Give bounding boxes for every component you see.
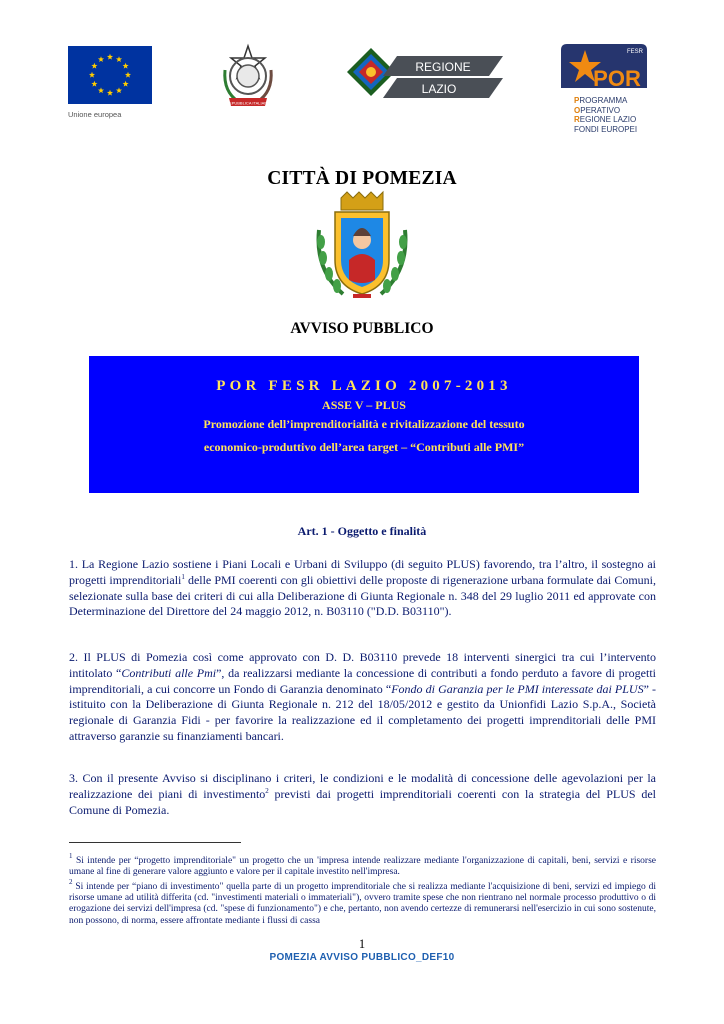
program-banner: [89, 356, 639, 493]
banner-line-2: economico-produttivo dell’area target – “Contributi alle PMI”: [203, 440, 525, 454]
city-title: CITTÀ DI POMEZIA: [267, 168, 457, 189]
paragraph-1: 1. La Regione Lazio sostiene i Piani Locali e Urbani di Sviluppo (di seguito PLUS) favorendo, tra l’altro, il sostegno ai progetti imprenditoriali$^1$ delle PMI coerenti con gli obiettivi delle proposte di rigenerazione urbana formulate dai Comuni, selezionate sulla base dei criteri di cui alla Deliberazione di Giunta Regionale n. 348 del 29 luglio 2011 ed approvate con Determinazione del Direttore del 24 maggio 2012, n. B03110 ("D.D. B03110").: [69, 557, 656, 619]
por-program-text: [574, 96, 674, 134]
footnote-ref-2[interactable]: 2: [265, 786, 269, 795]
por-badge: FESR: [626, 49, 644, 55]
notice-title: AVVISO PUBBLICO: [290, 320, 434, 337]
lazio-label-2: LAZIO: [421, 82, 457, 96]
por-line-2: OPERATIVO: [574, 105, 621, 115]
footnote-2: $^2$ Si intende per “piano di investimento" quella parte di un progetto imprenditoriale che si realizza mediante l'acquisizione di beni, servizi ed impiego di risorse umane ad utilità differita (cd. "investimenti materiali o immateriali"), ovvero tramite spese che non rientrano nel normale processo produttivo o di erogazione dei servizi dell'impresa (cd. "spese di funzionamento") e che, pertanto, non avendo certezze di remunerarsi nell'esercizio in cui sono sostenute, non possono, di norma, essere affrontate mediante i flussi di cassa: [69, 878, 656, 926]
banner-title: POR FESR LAZIO 2007-2013: [216, 378, 512, 394]
regione-lazio-logo: [343, 42, 507, 102]
header-logos: [60, 38, 670, 148]
article-heading: Art. 1 - Oggetto e finalità: [297, 524, 427, 538]
banner-line-1: Promozione dell’imprenditorialità e rivitalizzazione del tessuto: [203, 417, 525, 431]
pomezia-crest: [313, 190, 411, 306]
eu-caption: Unione europea: [68, 110, 122, 119]
por-line-1: PROGRAMMA: [574, 96, 628, 105]
document-footer: POMEZIA AVVISO PUBBLICO_DEF10: [269, 952, 455, 963]
eu-flag-logo: [68, 46, 152, 104]
footnote-1: $^1$ Si intende per “progetto imprenditoriale" un progetto che un 'impresa intende realizzare mediante l'organizzazione di capitali, beni, servizi e risorse umane al fine di generare valore aggiunto e valore per il capitale investito nell'impresa.: [69, 852, 656, 878]
por-line-3: REGIONE LAZIO: [574, 115, 637, 124]
emblem-caption: REPUBBLICA ITALIANA: [226, 100, 270, 106]
por-line-4: FONDI EUROPEI: [574, 124, 638, 134]
paragraph-2: 2. Il PLUS di Pomezia così come approvato con D. D. B03110 prevede 18 interventi sinergici tra cui l’intervento intitolato “Contributi alle Pmi”, da realizzarsi mediante la concessione di contributi a fondo perduto a favore di progetti imprenditoriali, a cui concorre un Fondo di Garanzia denominato “Fondo di Garanzia per le PMI interessate dai PLUS” - istituito con la Deliberazione di Giunta Regionale n. 212 del 18/05/2012 e gestito da Unionfidi Lazio S.p.A., Società regionale di Garanzia Fidi - per favorire la realizzazione ed il completamento dei progetti imprenditoriali delle PMI attraverso garanzie su finanziamenti bancari.: [69, 650, 657, 743]
page-number: 1: [358, 937, 366, 951]
por-big-label: POR: [593, 66, 641, 91]
paragraph-3: 3. Con il presente Avviso si disciplinano i criteri, le condizioni e le modalità di concessione delle agevolazioni per la realizzazione dei piani di investimento$^2$ previsti dai progetti imprenditoriali coerenti con la strategia del PLUS del Comune di Pomezia.: [69, 771, 657, 817]
lazio-label-1: REGIONE: [415, 60, 471, 74]
banner-subtitle: ASSE V – PLUS: [322, 398, 406, 412]
footnote-divider: [69, 842, 241, 843]
footnote-ref-1[interactable]: 1: [181, 572, 185, 581]
italian-republic-emblem: [217, 40, 279, 112]
